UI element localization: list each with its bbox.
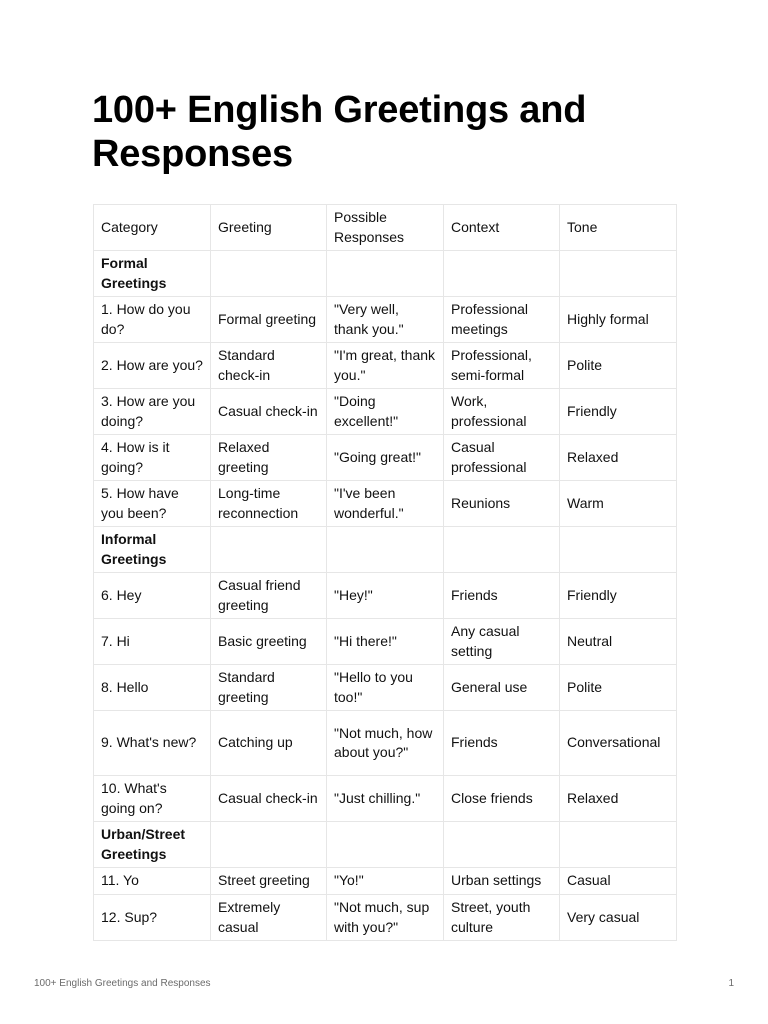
empty-cell xyxy=(327,822,444,868)
cell-category: 10. What's going on? xyxy=(94,776,211,822)
cell-context: Street, youth culture xyxy=(444,895,560,941)
cell-greeting: Standard greeting xyxy=(211,665,327,711)
empty-cell xyxy=(560,251,677,297)
empty-cell xyxy=(211,822,327,868)
cell-possible-responses: "Yo!" xyxy=(327,868,444,895)
cell-greeting: Catching up xyxy=(211,711,327,776)
cell-tone: Neutral xyxy=(560,619,677,665)
cell-possible-responses: "Very well, thank you." xyxy=(327,297,444,343)
cell-possible-responses: "I've been wonderful." xyxy=(327,481,444,527)
cell-tone: Friendly xyxy=(560,573,677,619)
greetings-table xyxy=(93,204,677,941)
section-label: Formal Greetings xyxy=(94,251,211,297)
table-row xyxy=(94,435,677,481)
cell-context: Work, professional xyxy=(444,389,560,435)
cell-tone: Relaxed xyxy=(560,776,677,822)
empty-cell xyxy=(444,527,560,573)
cell-tone: Casual xyxy=(560,868,677,895)
footer-page-number: 1 xyxy=(728,978,734,989)
table-row xyxy=(94,868,677,895)
cell-category: 9. What's new? xyxy=(94,711,211,776)
table-row xyxy=(94,343,677,389)
cell-category: 7. Hi xyxy=(94,619,211,665)
cell-category: 3. How are you doing? xyxy=(94,389,211,435)
table-row xyxy=(94,619,677,665)
cell-context: Close friends xyxy=(444,776,560,822)
cell-context: Professional, semi-formal xyxy=(444,343,560,389)
cell-category: 4. How is it going? xyxy=(94,435,211,481)
footer-document-title: 100+ English Greetings and Responses xyxy=(34,978,211,989)
cell-greeting: Extremely casual xyxy=(211,895,327,941)
cell-greeting: Formal greeting xyxy=(211,297,327,343)
cell-greeting: Basic greeting xyxy=(211,619,327,665)
table-row xyxy=(94,297,677,343)
cell-category: 12. Sup? xyxy=(94,895,211,941)
table-row xyxy=(94,573,677,619)
table-header-row xyxy=(94,205,677,251)
cell-context: Urban settings xyxy=(444,868,560,895)
table-row xyxy=(94,481,677,527)
cell-greeting: Casual friend greeting xyxy=(211,573,327,619)
cell-tone: Conversational xyxy=(560,711,677,776)
cell-possible-responses: "Hey!" xyxy=(327,573,444,619)
table-row xyxy=(94,665,677,711)
cell-tone: Very casual xyxy=(560,895,677,941)
table-row xyxy=(94,711,677,776)
empty-cell xyxy=(560,527,677,573)
cell-tone: Friendly xyxy=(560,389,677,435)
cell-possible-responses: "Going great!" xyxy=(327,435,444,481)
cell-possible-responses: "Not much, how about you?" xyxy=(327,711,444,776)
cell-category: 6. Hey xyxy=(94,573,211,619)
cell-possible-responses: "Doing excellent!" xyxy=(327,389,444,435)
empty-cell xyxy=(444,822,560,868)
section-row xyxy=(94,527,677,573)
page-title: 100+ English Greetings and Responses xyxy=(92,89,587,175)
empty-cell xyxy=(444,251,560,297)
cell-tone: Highly formal xyxy=(560,297,677,343)
header-possible-responses: Possible Responses xyxy=(327,205,444,251)
cell-possible-responses: "I'm great, thank you." xyxy=(327,343,444,389)
cell-tone: Polite xyxy=(560,665,677,711)
cell-possible-responses: "Hi there!" xyxy=(327,619,444,665)
cell-context: Friends xyxy=(444,711,560,776)
table-row xyxy=(94,895,677,941)
cell-tone: Relaxed xyxy=(560,435,677,481)
cell-possible-responses: "Just chilling." xyxy=(327,776,444,822)
cell-tone: Polite xyxy=(560,343,677,389)
section-row xyxy=(94,251,677,297)
cell-context: Casual professional xyxy=(444,435,560,481)
cell-category: 1. How do you do? xyxy=(94,297,211,343)
cell-context: Reunions xyxy=(444,481,560,527)
table-row xyxy=(94,389,677,435)
cell-context: Professional meetings xyxy=(444,297,560,343)
header-category: Category xyxy=(94,205,211,251)
cell-context: General use xyxy=(444,665,560,711)
table-body xyxy=(94,205,677,941)
cell-context: Any casual setting xyxy=(444,619,560,665)
cell-greeting: Long-time reconnection xyxy=(211,481,327,527)
empty-cell xyxy=(211,527,327,573)
header-tone: Tone xyxy=(560,205,677,251)
cell-category: 8. Hello xyxy=(94,665,211,711)
cell-possible-responses: "Not much, sup with you?" xyxy=(327,895,444,941)
cell-category: 5. How have you been? xyxy=(94,481,211,527)
cell-possible-responses: "Hello to you too!" xyxy=(327,665,444,711)
empty-cell xyxy=(211,251,327,297)
table-row xyxy=(94,776,677,822)
section-label: Informal Greetings xyxy=(94,527,211,573)
cell-greeting: Street greeting xyxy=(211,868,327,895)
cell-category: 11. Yo xyxy=(94,868,211,895)
cell-category: 2. How are you? xyxy=(94,343,211,389)
cell-greeting: Relaxed greeting xyxy=(211,435,327,481)
section-row xyxy=(94,822,677,868)
cell-greeting: Casual check-in xyxy=(211,776,327,822)
header-context: Context xyxy=(444,205,560,251)
cell-greeting: Casual check-in xyxy=(211,389,327,435)
cell-greeting: Standard check-in xyxy=(211,343,327,389)
empty-cell xyxy=(327,251,444,297)
cell-tone: Warm xyxy=(560,481,677,527)
header-greeting: Greeting xyxy=(211,205,327,251)
empty-cell xyxy=(327,527,444,573)
cell-context: Friends xyxy=(444,573,560,619)
empty-cell xyxy=(560,822,677,868)
section-label: Urban/Street Greetings xyxy=(94,822,211,868)
